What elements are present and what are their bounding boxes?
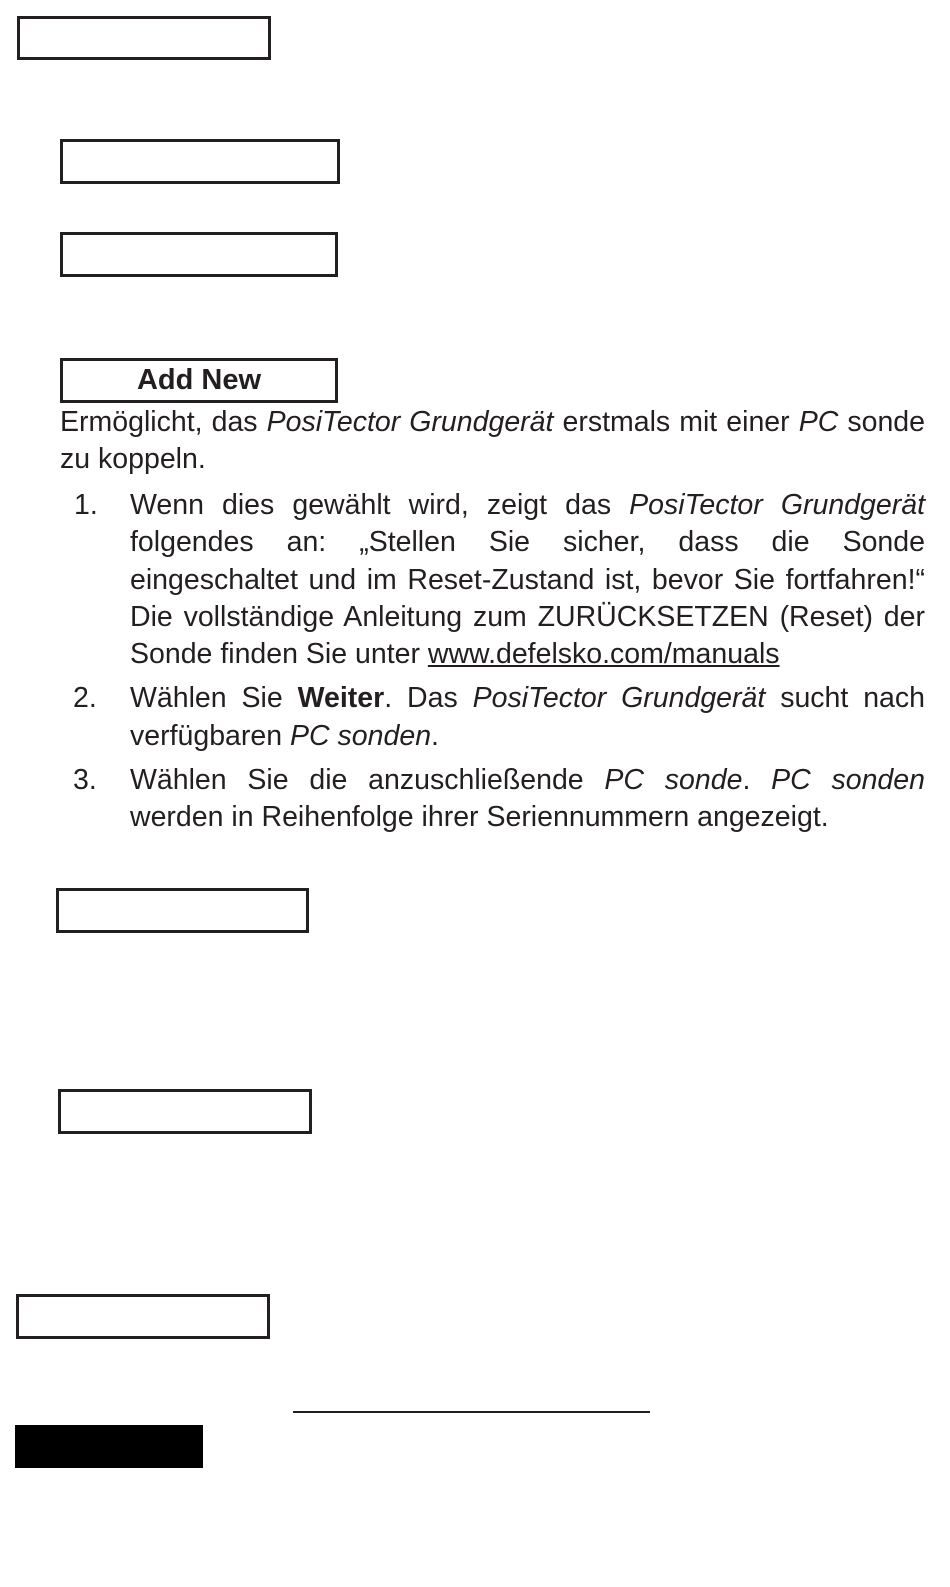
probe-name: PC sonde: [604, 764, 743, 797]
step-number: 2.: [73, 682, 97, 715]
probe-name: PC sonden: [771, 764, 925, 797]
add-new-heading: Add New: [60, 358, 338, 403]
intro-paragraph: Ermöglicht, das PosiTector Grundgerät erstmals mit einer PC sonde zu koppeln.: [60, 406, 925, 476]
list-item: 2. Wählen Sie Weiter. Das PosiTector Grundgerät sucht nach verfügbaren PC sonden.: [73, 682, 926, 752]
probe-name: PC: [798, 406, 839, 438]
step-number: 1.: [74, 489, 98, 521]
device-name: PosiTector Grundgerät: [472, 682, 766, 715]
redacted-heading-box: [58, 1089, 312, 1134]
redacted-heading-box: [60, 232, 338, 277]
redacted-heading-box: [56, 888, 309, 933]
step-number: 3.: [73, 764, 97, 797]
redacted-black-bar: [15, 1425, 203, 1468]
divider-line: [293, 1411, 650, 1413]
redacted-heading-box: [60, 139, 340, 184]
device-name: PosiTector Grundgerät: [266, 406, 554, 438]
probe-name: PC sonden: [290, 719, 432, 752]
redacted-heading-box: [17, 16, 271, 60]
manuals-link[interactable]: www.defelsko.com/manuals: [427, 638, 780, 671]
device-name: PosiTector Grundgerät: [629, 489, 925, 521]
list-item: 1. Wenn dies gewählt wird, zeigt das PosiTector Grundgerät folgendes an: „Stellen Sie sicher, dass die Sonde eingeschaltet und im Reset-Zustand ist, bevor Sie fortfahren!“ Die vollständige Anleitung zum ZURÜCKSETZEN (Reset) der Sonde finden Sie unter www.defelsko.com/manuals: [74, 489, 925, 671]
steps-list: [60, 487, 925, 844]
redacted-heading-box: [16, 1294, 270, 1339]
next-keyword: Weiter: [297, 682, 385, 715]
list-item: 3. Wählen Sie die anzuschließende PC sonde. PC sonden werden in Reihenfolge ihrer Seriennummern angezeigt.: [73, 764, 925, 834]
